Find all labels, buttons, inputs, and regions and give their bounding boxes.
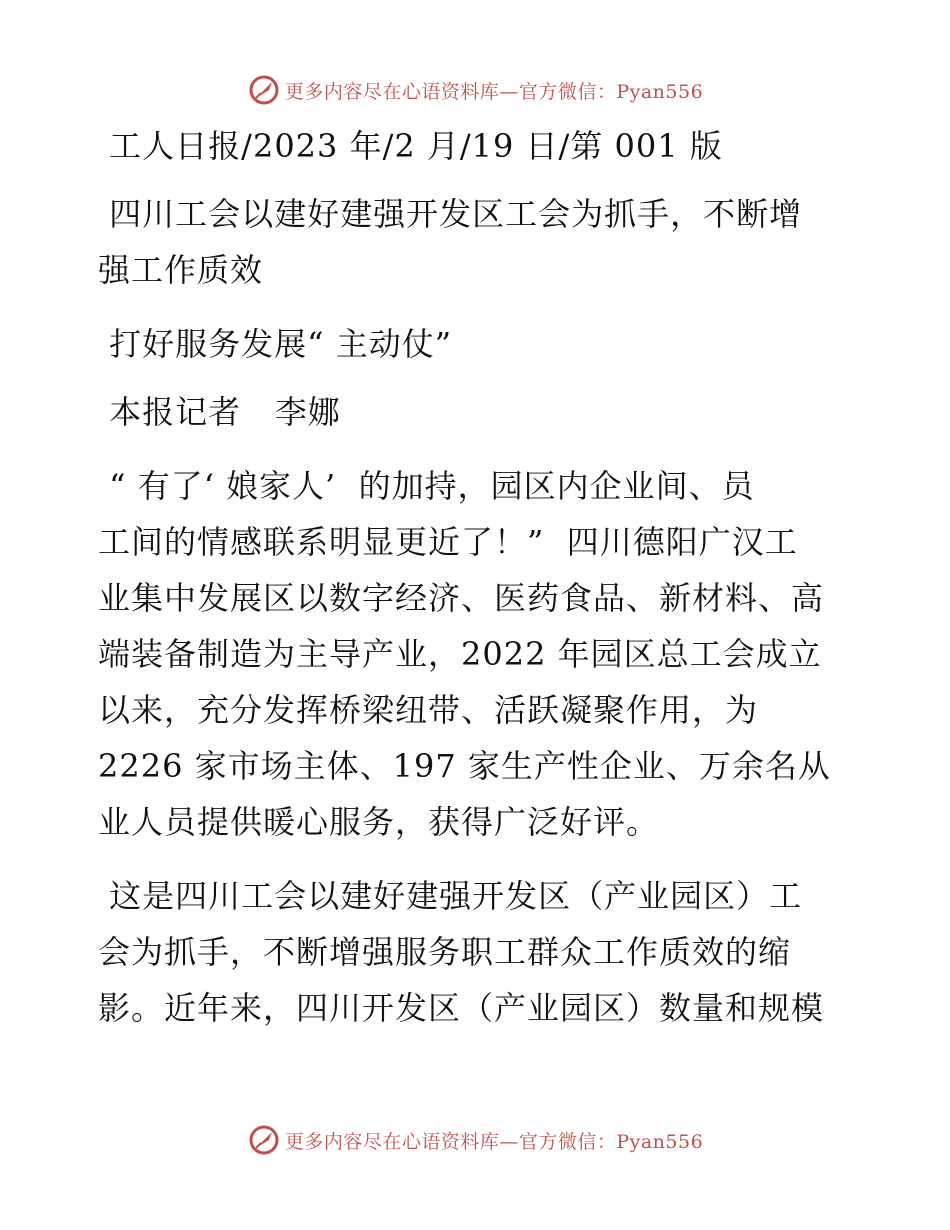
paragraph-line: 2226 家市场主体、197 家生产性企业、万余名从 <box>98 747 831 785</box>
paragraph-line: 业人员提供暖心服务，获得广泛好评。 <box>98 803 660 841</box>
paragraph-line: 端装备制造为主导产业，2022 年园区总工会成立 <box>98 635 822 673</box>
article-body <box>98 118 858 1036</box>
dateline: 工人日报/2023 年/2 月/19 日/第 001 版 <box>98 127 723 165</box>
watermark-banner-bottom <box>0 1120 950 1160</box>
watermark-banner-top <box>0 70 950 110</box>
subheadline: 打好服务发展“ 主动仗” <box>98 325 453 363</box>
paragraph-line: 以来，充分发挥桥梁纽带、活跃凝聚作用，为 <box>98 691 759 729</box>
paragraph-line: “ 有了‘ 娘家人’ 的加持，园区内企业间、员 <box>98 467 755 505</box>
paragraph-line: 会为抓手，不断增强服务职工群众工作质效的缩 <box>98 933 792 971</box>
byline: 本报记者 李娜 <box>98 393 341 431</box>
paragraph-line: 工间的情感联系明显更近了！” 四川德阳广汉工 <box>98 523 798 561</box>
paragraph-line: 业集中发展区以数字经济、医药食品、新材料、高 <box>98 579 825 617</box>
paragraph-2 <box>98 868 858 1036</box>
paragraph-line: 这是四川工会以建好建强开发区（产业园区）工 <box>98 877 803 915</box>
paragraph-1 <box>98 458 858 850</box>
headline-line-1: 四川工会以建好建强开发区工会为抓手，不断增 <box>98 195 803 233</box>
headline-line-2: 强工作质效 <box>98 251 264 289</box>
quill-logo-icon <box>247 1123 281 1157</box>
paragraph-line: 影。近年来，四川开发区（产业园区）数量和规模 <box>98 989 825 1027</box>
watermark-text: 更多内容尽在心语资料库—官方微信：Pyan556 <box>284 1130 704 1153</box>
watermark-text: 更多内容尽在心语资料库—官方微信：Pyan556 <box>284 80 704 103</box>
quill-logo-icon <box>247 73 281 107</box>
